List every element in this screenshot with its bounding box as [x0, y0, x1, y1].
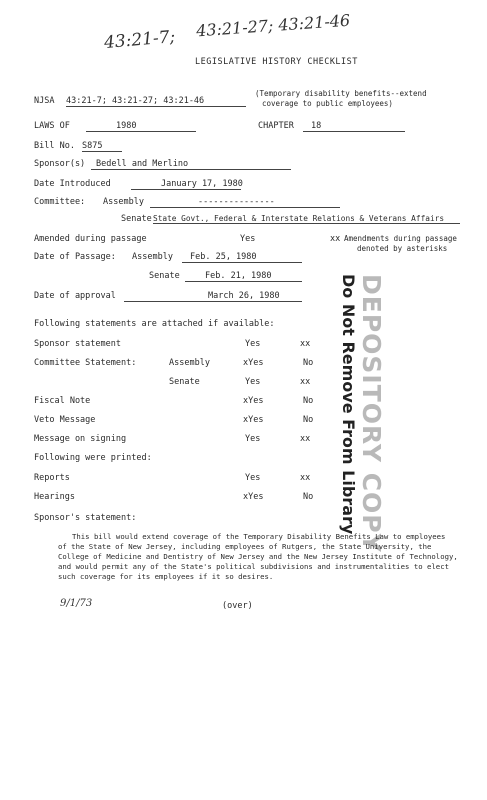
- sponsor-statement-text: This bill would extend coverage of the Temporary Disability Benefits Law to employees of the State of New Jersey, including employees of Rutgers, the State University, the College of Medicine and Dentistry of New Jersey and the New Jersey Institute of Technology, and would permit any of the State's political subdivisions and instrumentalities to elect such coverage for its employees if it so desires.: [58, 532, 458, 581]
- passage-assembly-label: Assembly: [132, 252, 173, 262]
- handwritten-statute-1: 43:21-7;: [103, 26, 177, 54]
- passage-label: Date of Passage:: [34, 252, 116, 262]
- chapter-label: CHAPTER: [258, 121, 294, 131]
- statement-signing-label: Message on signing: [34, 434, 127, 444]
- statement-fiscal-no: No: [303, 396, 314, 406]
- date-introduced-value: January 17, 1980: [131, 179, 241, 190]
- statement-sponsor-yes: Yes: [245, 339, 261, 349]
- sponsors-label: Sponsor(s): [34, 159, 86, 169]
- statement-fiscal-yes: xYes: [243, 396, 264, 406]
- statement-committee-label: Committee Statement:: [34, 358, 137, 368]
- statement-veto-no: No: [303, 415, 314, 425]
- statement-signing-yes: Yes: [245, 434, 261, 444]
- chapter-number: 18: [303, 121, 405, 132]
- statement-committee-senate-yes: Yes: [245, 377, 261, 387]
- njsa-label: NJSA: [34, 96, 55, 106]
- passage-senate-date: Feb. 21, 1980: [185, 271, 302, 282]
- passage-assembly-date: Feb. 25, 1980: [182, 252, 302, 263]
- statement-signing-no: xx: [300, 434, 311, 444]
- do-not-remove-stamp: Do Not Remove From Library: [339, 274, 358, 535]
- statement-sponsor-no: xx: [300, 339, 311, 349]
- bill-label: Bill No.: [34, 141, 75, 151]
- printed-reports-label: Reports: [34, 473, 70, 483]
- depository-copy-stamp: DEPOSITORY COPY: [357, 274, 386, 553]
- statement-committee-assembly: Assembly: [169, 358, 210, 368]
- amendments-note-1: Amendments during passage: [344, 234, 457, 243]
- handwritten-date-note: 9/1/73: [60, 598, 93, 609]
- printed-reports-no: xx: [300, 473, 311, 483]
- amended-no: xx: [330, 234, 341, 244]
- amended-label: Amended during passage: [34, 234, 147, 244]
- attached-heading: Following statements are attached if available:: [34, 319, 275, 329]
- committee-assembly-label: Assembly: [103, 197, 144, 207]
- sponsors-value: Bedell and Merlino: [91, 159, 291, 170]
- passage-senate-label: Senate: [149, 271, 180, 281]
- amended-yes: Yes: [240, 234, 256, 244]
- description-line-1: (Temporary disability benefits--extend: [255, 89, 427, 98]
- statement-committee-senate: Senate: [169, 377, 200, 387]
- printed-heading: Following were printed:: [34, 453, 152, 463]
- description-line-2: coverage to public employees): [262, 99, 393, 108]
- committee-label: Committee:: [34, 197, 86, 207]
- printed-hearings-no: No: [303, 492, 314, 502]
- statement-committee-assembly-yes: xYes: [243, 358, 264, 368]
- printed-reports-yes: Yes: [245, 473, 261, 483]
- statement-veto-yes: xYes: [243, 415, 264, 425]
- printed-hearings-yes: xYes: [243, 492, 264, 502]
- laws-of-label: LAWS OF: [34, 121, 70, 131]
- committee-senate-label: Senate: [121, 214, 152, 224]
- committee-assembly-value: ---------------: [150, 197, 340, 208]
- sponsor-statement-label: Sponsor's statement:: [34, 513, 137, 523]
- over-note: (over): [222, 601, 253, 611]
- printed-hearings-label: Hearings: [34, 492, 75, 502]
- handwritten-statute-2: 43:21-27; 43:21-46: [195, 10, 351, 41]
- date-introduced-label: Date Introduced: [34, 179, 111, 189]
- njsa-value: 43:21-7; 43:21-27; 43:21-46: [66, 96, 246, 107]
- committee-senate-value: State Govt., Federal & Interstate Relations & Veterans Affairs: [153, 214, 460, 224]
- bill-number: S875: [82, 141, 122, 152]
- page-title: LEGISLATIVE HISTORY CHECKLIST: [195, 57, 358, 67]
- approval-label: Date of approval: [34, 291, 116, 301]
- statement-sponsor-label: Sponsor statement: [34, 339, 121, 349]
- laws-year: 1980: [86, 121, 196, 132]
- amendments-note-2: denoted by asterisks: [357, 244, 448, 253]
- statement-veto-label: Veto Message: [34, 415, 96, 425]
- statement-committee-assembly-no: No: [303, 358, 314, 368]
- statement-fiscal-label: Fiscal Note: [34, 396, 91, 406]
- approval-date: March 26, 1980: [124, 291, 302, 302]
- statement-committee-senate-no: xx: [300, 377, 311, 387]
